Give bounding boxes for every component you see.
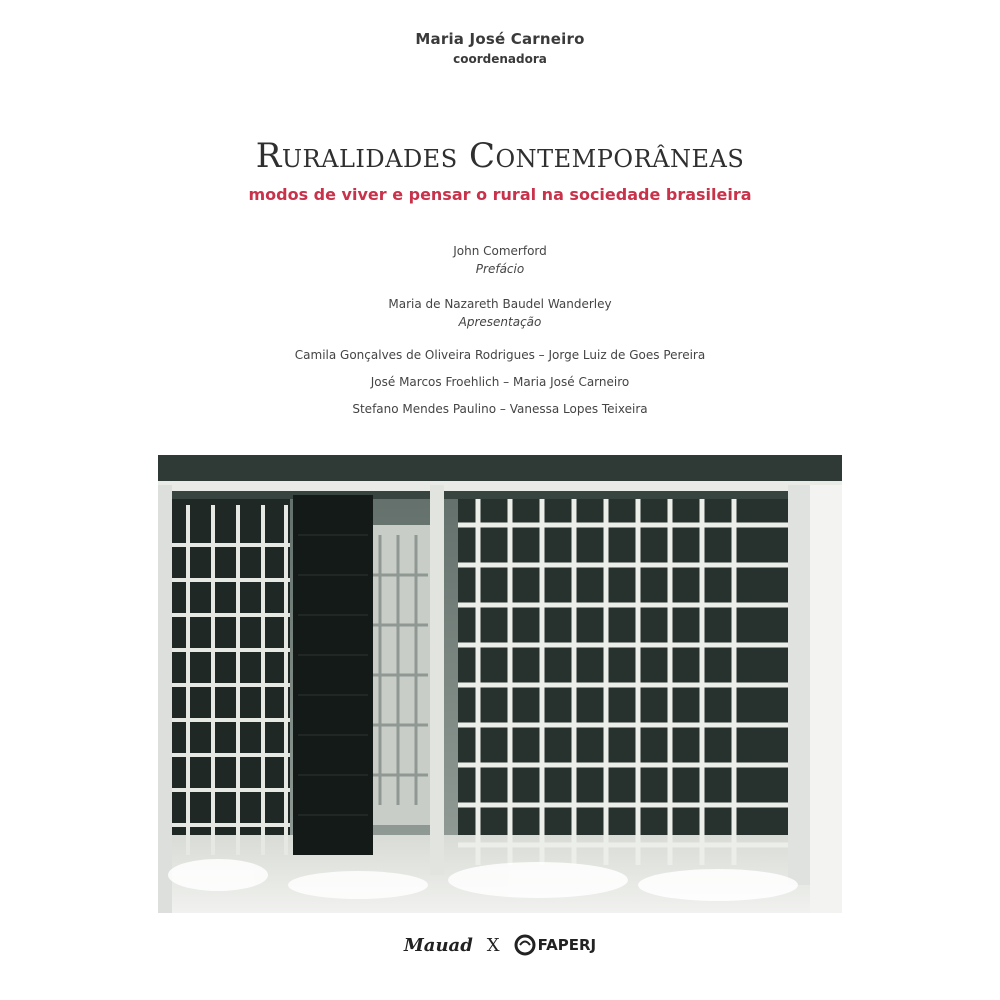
faperj-logo xyxy=(514,934,597,956)
publisher-separator: X xyxy=(486,934,500,956)
publisher-logos xyxy=(0,925,1000,965)
faperj-emblem-icon xyxy=(514,934,536,956)
presentation-author: Maria de Nazareth Baudel Wanderley xyxy=(388,297,612,311)
preface-label: Prefácio xyxy=(475,262,525,276)
preface-author: John Comerford xyxy=(453,244,547,258)
mauad-logo: Mauad xyxy=(403,934,473,956)
faperj-text: FAPERJ xyxy=(537,936,597,954)
authors-line-3: Stefano Mendes Paulino – Vanessa Lopes Teixeira xyxy=(352,402,648,416)
authors-line-1: Camila Gonçalves de Oliveira Rodrigues – Jorge Luiz de Goes Pereira xyxy=(294,348,706,362)
presentation-label: Apresentação xyxy=(458,315,542,329)
authors-line-2: José Marcos Froehlich – Maria José Carneiro xyxy=(370,375,630,389)
coordinator-name: Maria José Carneiro xyxy=(415,30,585,48)
coordinator-role: coordenadora xyxy=(453,52,547,66)
book-subtitle: modos de viver e pensar o rural na sociedade brasileira xyxy=(248,185,752,204)
cover-photo xyxy=(158,455,842,913)
book-title: Ruralidades Contemporâneas xyxy=(255,136,745,176)
wattle-house-photo xyxy=(158,455,842,913)
